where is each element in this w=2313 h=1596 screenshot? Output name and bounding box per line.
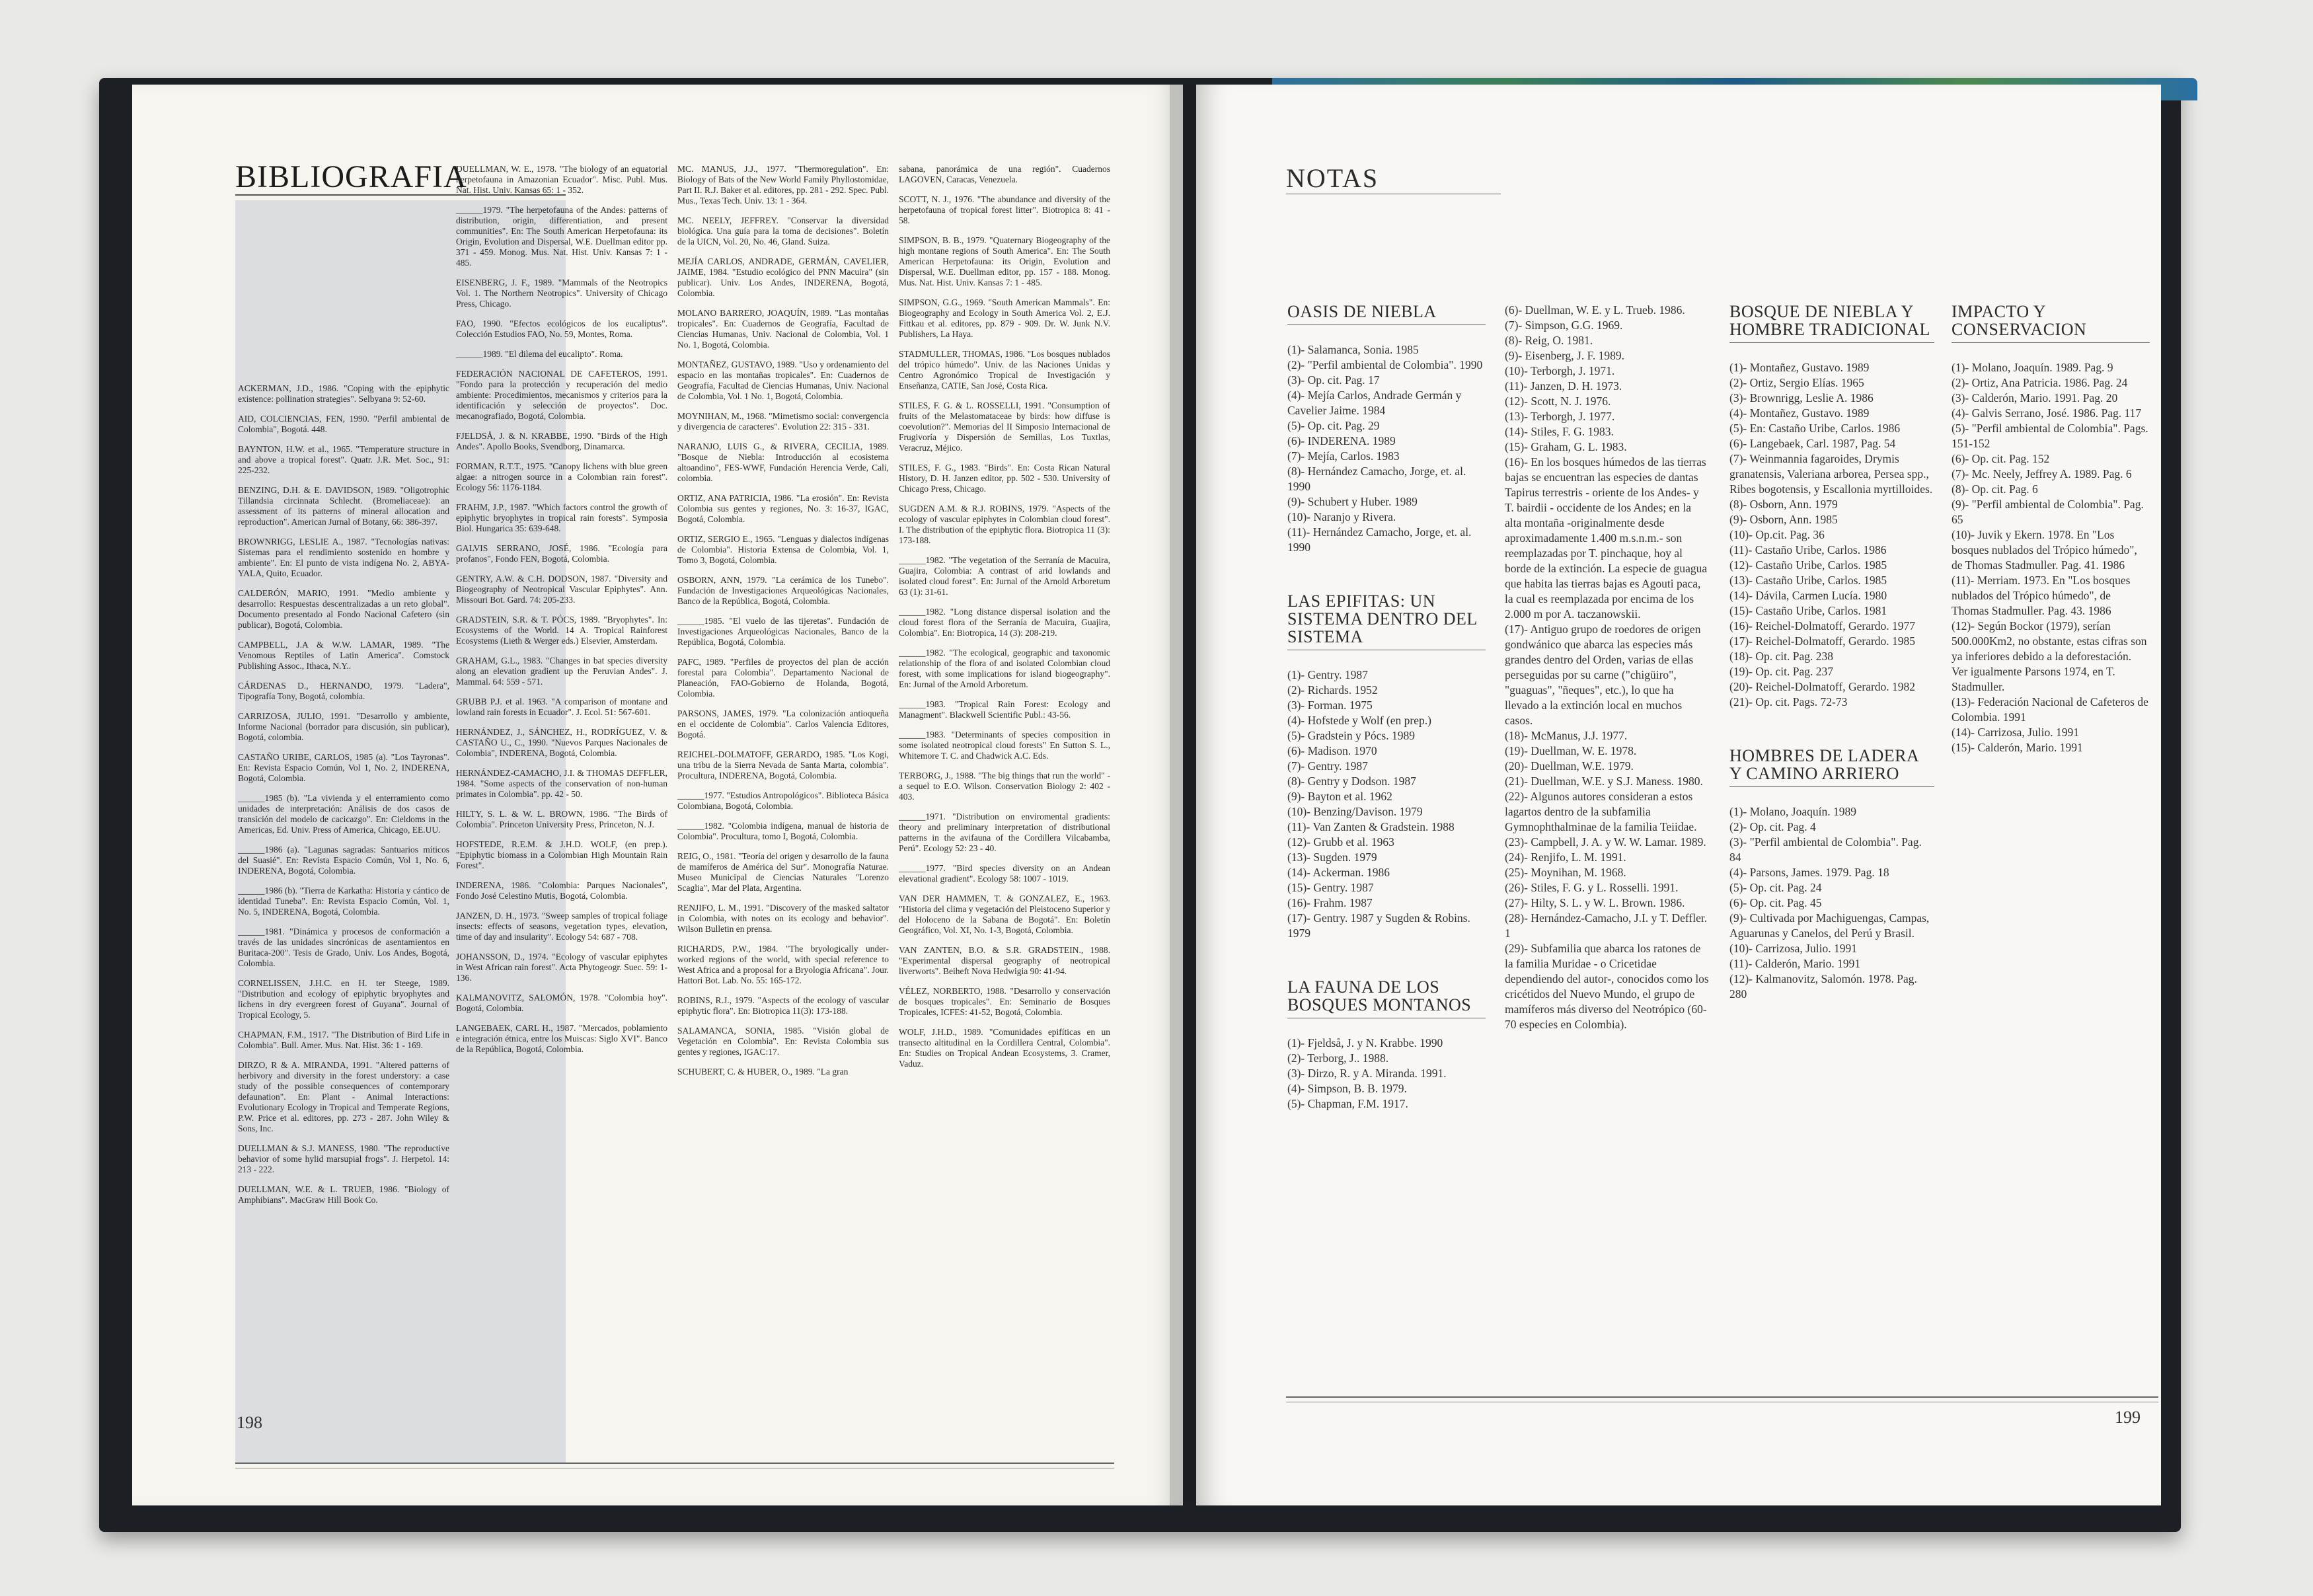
bibliography-entry: ______1982. "Colombia indígena, manual de historia de Colombia". Procultura, tomo I, Bogotá, Colombia.	[677, 821, 889, 841]
section-heading: LA FAUNA DE LOS BOSQUES MONTANOS	[1287, 978, 1486, 1018]
note-item: (20)- Reichel-Dolmatoff, Gerardo. 1982	[1729, 680, 1916, 693]
note-item: (2)- Terborg, J.. 1988.	[1287, 1051, 1389, 1065]
page-number: 199	[2115, 1408, 2141, 1427]
note-item: (17)- Antiguo grupo de roedores de origen gondwánico que abarca las especies más grandes dentro del Orden, varias de ellas perseguidas por su carne ("chigüiro", "guaguas", "ñeques", etc.), lo que ha llevado a la extinción local en muchos casos.	[1505, 623, 1701, 727]
bibliography-entry: STILES, F. G. & L. ROSSELLI, 1991. "Consumption of fruits of the Melastomataceae by birds: how diffuse is coevolution?". Memorias del II Simposio Internacional de Frugivoría y Dispersión de Semillas, Los Tuxtlas, Veracruz, Méjico.	[899, 400, 1110, 453]
note-item: (15)- Castaño Uribe, Carlos. 1981	[1729, 604, 1887, 617]
note-item: (8)- Osborn, Ann. 1979	[1729, 498, 1838, 511]
bibliography-entry: CHAPMAN, F.M., 1917. "The Distribution of Bird Life in Colombia". Bull. Amer. Mus. Nat. Hist. 36: 1 - 169.	[238, 1030, 449, 1050]
bibliography-entry: DIRZO, R & A. MIRANDA, 1991. "Altered patterns of herbivory and diversity in the forest understory: a case study of the possible consequences of contemporary defaunation". En: Plant - Animal Interactions: Evolutionary Ecology in Tropical and Temperate Regions, P.W. Price et al. editores, pp. 273 - 287. John Wiley & Sons, Inc.	[238, 1060, 449, 1133]
bibliography-entry: FRAHM, J.P., 1987. "Which factors control the growth of epiphytic bryophytes in tropical rain forests". Symposia Biol. Hungarica 35: 639-648.	[456, 502, 667, 533]
bibliography-entry: ______1986 (a). "Lagunas sagradas: Santuarios míticos del Suasié". En: Revista Espacio Común, Vol 1, No. 6, INDERENA, Bogotá, Colombia.	[238, 845, 449, 876]
bibliography-entry: CORNELISSEN, J.H.C. en H. ter Steege, 1989. "Distribution and ecology of epiphytic bryophytes and lichens in dry evergreen forest of Guyana". Journal of Tropical Ecology, 5.	[238, 978, 449, 1020]
note-item: (15)- Calderón, Mario. 1991	[1952, 741, 2083, 754]
note-item: (11)- Castaño Uribe, Carlos. 1986	[1729, 543, 1887, 556]
bibliography-entry: ______1982. "The vegetation of the Serranía de Macuira, Guajira, Colombia: A contrast of arid lowlands and isolated cloud forest". En: Jurnal of the Arnold Arboretum 63 (1): 31-61.	[899, 555, 1110, 597]
note-item: (18)- McManus, J.J. 1977.	[1505, 729, 1628, 742]
bibliography-entry: DUELLMAN, W.E. & L. TRUEB, 1986. "Biology of Amphibians". MacGraw Hill Book Co.	[238, 1184, 449, 1205]
note-item: (6)- INDERENA. 1989	[1287, 434, 1396, 447]
bibliography-entry: ROBINS, R.J., 1979. "Aspects of the ecology of vascular epiphytic flora". En: Biotropica 11(3): 173-188.	[677, 995, 889, 1016]
bibliography-entry: STADMULLER, THOMAS, 1986. "Los bosques nublados del trópico húmedo". Univ. de las Naciones Unidas y Centro Agronómico Tropical de Investigación y Enseñanza, CATIE, San José, Costa Rica.	[899, 349, 1110, 391]
note-item: (8)- Hernández Camacho, Jorge, et. al. 1990	[1287, 465, 1466, 493]
note-item: (4)- Mejía Carlos, Andrade Germán y Cavelier Jaime. 1984	[1287, 389, 1462, 417]
note-item: (19)- Op. cit. Pag. 237	[1729, 665, 1833, 678]
bibliography-entry: ______1977. "Bird species diversity on an Andean elevational gradient". Ecology 58: 1007 - 1019.	[899, 863, 1110, 884]
note-item: (4)- Simpson, B. B. 1979.	[1287, 1082, 1407, 1095]
note-item: (3)- Op. cit. Pag. 17	[1287, 373, 1380, 387]
note-item: (11)- Janzen, D. H. 1973.	[1505, 379, 1622, 393]
note-item: (21)- Op. cit. Pags. 72-73	[1729, 695, 1848, 708]
note-item: (9)- Bayton et al. 1962	[1287, 790, 1392, 803]
bibliography-column-3	[677, 164, 889, 1086]
bibliography-entry: BROWNRIGG, LESLIE A., 1987. "Tecnologías nativas: Sistemas para el rendimiento sostenido en hombre y ambiente". En: El punto de vista indígena No. 2, ABYA-YALA, Quito, Ecuador.	[238, 537, 449, 578]
note-item: (3)- Calderón, Mario. 1991. Pag. 20	[1952, 391, 2118, 404]
bibliography-entry: MOYNIHAN, M., 1968. "Mimetismo social: convergencia y divergencia de caracteres". Evolution 22: 315 - 331.	[677, 411, 889, 432]
bibliography-column-2	[456, 164, 667, 1064]
bibliography-entry: ORTIZ, ANA PATRICIA, 1986. "La erosión". En: Revista Colombia sus gentes y regiones, No. 3: 16-37, IGAC, Bogotá, Colombia.	[677, 493, 889, 524]
bibliography-entry: ______1981. "Dinámica y procesos de conformación a través de las unidades sincrónicas de asentamientos en Buritaca-200". Tesis de Grado, Univ. Los Andes, Bogotá, Colombia.	[238, 927, 449, 968]
note-item: (1)- Gentry. 1987	[1287, 668, 1368, 681]
note-item: (5)- En: Castaño Uribe, Carlos. 1986	[1729, 422, 1901, 435]
note-item: (3)- Dirzo, R. y A. Miranda. 1991.	[1287, 1067, 1447, 1080]
left-page	[132, 85, 1183, 1505]
bibliography-entry: AID, COLCIENCIAS, FEN, 1990. "Perfil ambiental de Colombia", Bogotá. 448.	[238, 414, 449, 434]
bibliography-entry: VAN DER HAMMEN, T. & GONZALEZ, E., 1963. "Historia del clima y vegetación del Pleistoceno Superior y del Holoceno de la Sabana de Bogotá". En: Boletín Geográfico, Vol. XI, No. 1-3, Bogotá, Colombia.	[899, 893, 1110, 935]
note-item: (8)- Reig, O. 1981.	[1505, 334, 1593, 347]
bibliography-entry: FJELDSÅ, J. & N. KRABBE, 1990. "Birds of the High Andes". Apollo Books, Svendborg, Dinamarca.	[456, 431, 667, 451]
bibliography-entry: SUGDEN A.M. & R.J. ROBINS, 1979. "Aspects of the ecology of vascular epiphytes in Colombian cloud forest". I. The distribution of the epiphytic flora. Biotropica 11 (3): 173-188.	[899, 504, 1110, 545]
bibliography-entry: ______1985. "El vuelo de las tijeretas". Fundación de Investigaciones Arqueológicas Nacionales, Banco de la República, Bogotá, Colombia.	[677, 616, 889, 647]
bibliography-entry: ACKERMAN, J.D., 1986. "Coping with the epiphytic existence: pollination strategies". Selbyana 9: 52-60.	[238, 383, 449, 404]
bibliography-entry: CASTAÑO URIBE, CARLOS, 1985 (a). "Los Tayronas". En: Revista Espacio Común, Vol 1, No. 2, INDERENA, Bogotá, Colombia.	[238, 752, 449, 783]
bibliography-entry: CÁRDENAS D., HERNANDO, 1979. "Ladera", Tipografía Tony, Bogotá, colombia.	[238, 681, 449, 701]
note-item: (10)- Carrizosa, Julio. 1991	[1729, 942, 1857, 955]
bibliography-entry: CALDERÓN, MARIO, 1991. "Medio ambiente y desarrollo: Respuestas descentralizadas a un reto global". Documento presentado al Fondo Nacional Cafetero (sin publicar), Bogotá, Colombia.	[238, 588, 449, 630]
note-item: (7)- Weinmannia fagaroides, Drymis granatensis, Valeriana arborea, Persea spp., Ribes bogotensis, y Escallonia myrtilloides.	[1729, 452, 1933, 496]
note-item: (10)- Op.cit. Pag. 36	[1729, 528, 1825, 541]
note-item: (27)- Hilty, S. L. y W. L. Brown. 1986.	[1505, 896, 1685, 909]
bottom-rule	[1286, 1396, 2158, 1398]
note-item: (5)- Op. cit. Pag. 24	[1729, 881, 1822, 894]
section-heading: LAS EPIFITAS: UN SISTEMA DENTRO DEL SISTEMA	[1287, 592, 1486, 650]
note-item: (13)- Castaño Uribe, Carlos. 1985	[1729, 574, 1887, 587]
bibliography-entry: ______1986 (b). "Tierra de Karkatha: Historia y cántico de identidad Tuneba". En: Revista Espacio Común, Vol. 1, No. 5, INDERENA, Bogotá, Colombia.	[238, 886, 449, 917]
note-item: (1)- Salamanca, Sonia. 1985	[1287, 343, 1419, 356]
note-item: (9)- "Perfil ambiental de Colombia". Pag. 65	[1952, 498, 2144, 526]
note-item: (4)- Parsons, James. 1979. Pag. 18	[1729, 866, 1889, 879]
note-item: (12)- Grubb et al. 1963	[1287, 835, 1394, 849]
bibliography-entry: HILTY, S. L. & W. L. BROWN, 1986. "The Birds of Colombia". Princeton University Press, Princeton, N. J.	[456, 809, 667, 829]
section-heading: HOMBRES DE LADERA Y CAMINO ARRIERO	[1729, 747, 1934, 787]
note-item: (21)- Duellman, W.E. y S.J. Maness. 1980.	[1505, 775, 1703, 788]
bibliography-entry: HERNÁNDEZ, J., SÁNCHEZ, H., RODRÍGUEZ, V. & CASTAÑO U., C., 1990. "Nuevos Parques Nacionales de Colombia", INDERENA, Bogotá, Colombia.	[456, 727, 667, 758]
note-item: (12)- Castaño Uribe, Carlos. 1985	[1729, 558, 1887, 572]
note-item: (6)- Op. cit. Pag. 152	[1952, 452, 2050, 465]
right-page	[1196, 85, 2161, 1505]
bibliography-entry: ______1979. "The herpetofauna of the Andes: patterns of distribution, origin, differentiation, and present communities". En: The South American Herpetofauna: its Origin, Evolution and Dispersal, W.E. Duellman editor pp. 371 - 459. Monog. Mus. Nat. Hist. Univ. Kansas 7: 1 - 485.	[456, 205, 667, 268]
note-item: (14)- Stiles, F. G. 1983.	[1505, 425, 1614, 438]
bibliography-entry: WOLF, J.H.D., 1989. "Comunidades epifíticas en un transecto altitudinal en la Cordillera Central, Colombia". En: Studies on Tropical Andean Ecosystems, 3. Cramer, Vaduz.	[899, 1027, 1110, 1069]
bibliography-entry: RICHARDS, P.W., 1984. "The bryologically under-worked regions of the world, with special reference to West Africa and a proposal for a Bryologia Africana". Jour. Hattori Bot. Lab. No. 55: 165-172.	[677, 944, 889, 985]
bibliography-entry: DUELLMAN & S.J. MANESS, 1980. "The reproductive behavior of some hylid marsupial frogs". J. Herpetol. 14: 213 - 222.	[238, 1143, 449, 1174]
bibliography-entry: MOLANO BARRERO, JOAQUÍN, 1989. "Las montañas tropicales". En: Cuadernos de Geografía, Facultad de Ciencias Humanas, Univ. Nacional de Colombia, Vol. 1 No. 1, Bogotá, Colombia.	[677, 308, 889, 350]
note-item: (10)- Naranjo y Rivera.	[1287, 510, 1396, 523]
bibliography-entry: FAO, 1990. "Efectos ecológicos de los eucaliptus". Colección Estudios FAO, No. 59, Montes, Roma.	[456, 319, 667, 339]
bibliography-entry: SALAMANCA, SONIA, 1985. "Visión global de Vegetación en Colombia". En: Revista Colombia sus gentes y regiones, IGAC:17.	[677, 1026, 889, 1057]
note-item: (19)- Duellman, W. E. 1978.	[1505, 744, 1637, 757]
bibliography-entry: JANZEN, D. H., 1973. "Sweep samples of tropical foliage insects: effects of seasons, vegetation types, elevation, time of day and insularity". Ecology 54: 687 - 708.	[456, 911, 667, 942]
note-item: (8)- Op. cit. Pag. 6	[1952, 482, 2038, 496]
notes-column-1	[1287, 303, 1486, 1112]
note-item: (14)- Ackerman. 1986	[1287, 866, 1390, 879]
note-item: (3)- "Perfil ambiental de Colombia". Pag. 84	[1729, 835, 1922, 864]
note-item: (11)- Merriam. 1973. En "Los bosques nublados del Trópico húmedo", de Thomas Stadmuller. Pag. 43. 1986	[1952, 574, 2131, 617]
note-item: (8)- Gentry y Dodson. 1987	[1287, 775, 1416, 788]
bibliography-entry: FORMAN, R.T.T., 1975. "Canopy lichens with blue green algae: a nitrogen source in a Colombian rain forest". Ecology 56: 1176-1184.	[456, 461, 667, 492]
section-heading: IMPACTO Y CONSERVACION	[1952, 303, 2150, 343]
note-item: (15)- Graham, G. L. 1983.	[1505, 440, 1627, 453]
bibliography-entry: EISENBERG, J. F., 1989. "Mammals of the Neotropics Vol. 1. The Northern Neotropics". University of Chicago Press, Chicago.	[456, 278, 667, 309]
bibliography-column-1	[238, 383, 449, 1215]
note-item: (2)- Op. cit. Pag. 4	[1729, 820, 1816, 833]
bibliography-entry: FEDERACIÓN NACIONAL DE CAFETEROS, 1991. "Fondo para la protección y recuperación del medio ambiente: Procedimientos, mecanismos y criterios para la identificación y selección de proyectos". Doc. mecanografiado, Bogotá, Colombia.	[456, 369, 667, 421]
note-item: (2)- Richards. 1952	[1287, 683, 1378, 697]
bibliography-entry: ______1983. "Tropical Rain Forest: Ecology and Managment". Blackwell Scientific Publ.: 43-56.	[899, 699, 1110, 720]
section-gap	[1287, 941, 1486, 978]
bibliography-entry: ORTIZ, SERGIO E., 1965. "Lenguas y dialectos indígenas de Colombia". Historia Extensa de Colombia, Vol. 1, Tomo 3, Bogotá, Colombia.	[677, 534, 889, 565]
note-item: (12)- Kalmanovitz, Salomón. 1978. Pag. 280	[1729, 972, 1917, 1001]
note-item: (13)- Sugden. 1979	[1287, 851, 1377, 864]
note-item: (13)- Terborgh, J. 1977.	[1505, 410, 1615, 423]
note-item: (14)- Carrizosa, Julio. 1991	[1952, 726, 2079, 739]
section-heading: BOSQUE DE NIEBLA Y HOMBRE TRADICIONAL	[1729, 303, 1934, 343]
note-item: (26)- Stiles, F. G. y L. Rosselli. 1991.	[1505, 881, 1679, 894]
note-item: (6)- Madison. 1970	[1287, 744, 1377, 757]
bibliography-entry: CARRIZOSA, JULIO, 1991. "Desarrollo y ambiente, Informe Nacional (borrador para discusión, sin publicar), Bogotá, colombia.	[238, 711, 449, 742]
note-item: (11)- Calderón, Mario. 1991	[1729, 957, 1861, 970]
bibliography-entry: MONTAÑEZ, GUSTAVO, 1989. "Uso y ordenamiento del espacio en las montañas tropicales". En: Cuadernos de Geografía, Facultad de Ciencias Humanas, Univ. Nacional de Colombia, Vol. 1 No. 1, Bogotá, Colombia.	[677, 360, 889, 401]
note-item: (6)- Op. cit. Pag. 45	[1729, 896, 1822, 909]
bibliography-entry: REIG, O., 1981. "Teoría del origen y desarrollo de la fauna de mamíferos de América del Sur". Monografía Naturae. Museo Municipal de Ciencias Naturales "Lorenzo Scaglia", Mar del Plata, Argentina.	[677, 851, 889, 893]
bibliography-entry: INDERENA, 1986. "Colombia: Parques Nacionales", Fondo José Celestino Mutis, Bogotá, Colombia.	[456, 880, 667, 901]
note-item: (5)- Gradstein y Pócs. 1989	[1287, 729, 1415, 742]
bibliography-entry: ______1982. "The ecological, geographic and taxonomic relationship of the flora of and isolated Colombian cloud forest, with some implications for island biogeography". En: Jurnal of the Arnold Arboretum.	[899, 648, 1110, 689]
bibliography-entry: RENJIFO, L. M., 1991. "Discovery of the masked saltator in Colombia, with notes on its ecology and behavior". Wilson Bulletin en prensa.	[677, 903, 889, 934]
note-item: (25)- Moynihan, M. 1968.	[1505, 866, 1626, 879]
section-heading: OASIS DE NIEBLA	[1287, 303, 1486, 325]
bibliography-entry: ______1989. "El dilema del eucalipto". Roma.	[456, 349, 623, 359]
bibliography-entry: MEJÍA CARLOS, ANDRADE, GERMÁN, CAVELIER, JAIME, 1984. "Estudio ecológico del PNN Macuira" (sin publicar). Univ. Los Andes, INDERENA, Bogotá, Colombia.	[677, 256, 889, 298]
bibliography-entry: KALMANOVITZ, SALOMÓN, 1978. "Colombia hoy". Bogotá, Colombia.	[456, 993, 667, 1013]
note-item: (4)- Galvis Serrano, José. 1986. Pag. 117	[1952, 406, 2142, 420]
bibliography-entry: PAFC, 1989. "Perfiles de proyectos del plan de acción forestal para Colombia". Departamento Nacional de Planeación, FAO-Gobierno de Holanda, Bogotá, Colombia.	[677, 657, 889, 699]
bibliography-entry: VÉLEZ, NORBERTO, 1988. "Desarrollo y conservación de bosques tropicales". En: Seminario de Bosques Tropicales, ICFES: 41-52, Bogotá, Colombia.	[899, 986, 1110, 1017]
note-item: (10)- Terborgh, J. 1971.	[1505, 364, 1615, 377]
note-item: (23)- Campbell, J. A. y W. W. Lamar. 1989.	[1505, 835, 1706, 849]
note-item: (15)- Gentry. 1987	[1287, 881, 1374, 894]
note-item: (2)- "Perfil ambiental de Colombia". 1990	[1287, 358, 1483, 371]
note-item: (28)- Hernández-Camacho, J.I. y T. Deffler. 1	[1505, 911, 1708, 940]
bibliography-entry: sabana, panorámica de una región". Cuadernos LAGOVEN, Caracas, Venezuela.	[899, 164, 1110, 184]
bibliography-entry: CAMPBELL, J.A & W.W. LAMAR, 1989. "The Venomous Reptiles of Latin America". Comstock Publishing Assoc., Ithaca, N.Y..	[238, 640, 449, 671]
note-item: (3)- Forman. 1975	[1287, 699, 1373, 712]
bibliography-entry: GRADSTEIN, S.R. & T. PÓCS, 1989. "Bryophytes". In: Ecosystems of the World. 14 A. Tropical Rainforest Ecosystems (Lieth & Werger eds.) Elsevier, Amsterdam.	[456, 615, 667, 646]
note-item: (2)- Ortiz, Ana Patricia. 1986. Pag. 24	[1952, 376, 2128, 389]
note-item: (20)- Duellman, W.E. 1979.	[1505, 759, 1634, 773]
note-item: (5)- "Perfil ambiental de Colombia". Pags. 151-152	[1952, 422, 2148, 450]
note-item: (9)- Cultivada por Machiguengas, Campas, Aguarunas y Canelos, del Perú y Brasil.	[1729, 911, 1930, 940]
note-item: (4)- Hofstede y Wolf (en prep.)	[1287, 714, 1431, 727]
bibliography-entry: GRUBB P.J. et al. 1963. "A comparison of montane and lowland rain forests in Ecuador". J. Ecol. 51: 567-601.	[456, 697, 667, 717]
bibliography-entry: ______1985 (b). "La vivienda y el enterramiento como unidades de interpretación: Análisis de dos casos de transición del modelo de cacicazgo". En: Cieldoms in the Americas, Ed. Univ. Press of America, Chicago, EE.UU.	[238, 793, 449, 835]
note-item: (5)- Chapman, F.M. 1917.	[1287, 1097, 1408, 1110]
note-item: (16)- Frahm. 1987	[1287, 896, 1373, 909]
bibliography-entry: ______1982. "Long distance dispersal isolation and the cloud forest flora of the Serranía de Macuira, Guajira, Colombia". En: Biotropica, 14 (3): 208-219.	[899, 607, 1110, 638]
notes-title: NOTAS	[1286, 163, 1379, 193]
note-item: (11)- Van Zanten & Gradstein. 1988	[1287, 820, 1455, 833]
note-item: (6)- Duellman, W. E. y L. Trueb. 1986.	[1505, 303, 1685, 317]
note-item: (1)- Molano, Joaquín. 1989	[1729, 805, 1856, 818]
bibliography-entry: PARSONS, JAMES, 1979. "La colonización antioqueña en el occidente de Colombia". Carlos Valencia Editores, Bogotá.	[677, 708, 889, 740]
note-item: (18)- Op. cit. Pag. 238	[1729, 650, 1833, 663]
bibliography-entry: OSBORN, ANN, 1979. "La cerámica de los Tunebo". Fundación de Investigaciones Arqueológicas Nacionales, Banco de la República, Bogotá, Colombia.	[677, 575, 889, 606]
bibliography-entry: SCHUBERT, C. & HUBER, O., 1989. "La gran	[677, 1067, 849, 1077]
note-item: (5)- Op. cit. Pag. 29	[1287, 419, 1380, 432]
bibliography-entry: STILES, F. G., 1983. "Birds". En: Costa Rican Natural History, D. H. Janzen editor, pp. 502 - 530. University of Chicago Press, Chicago.	[899, 463, 1110, 494]
note-item: (7)- Gentry. 1987	[1287, 759, 1368, 773]
note-item: (1)- Montañez, Gustavo. 1989	[1729, 361, 1870, 374]
bibliography-entry: VAN ZANTEN, B.O. & S.R. GRADSTEIN., 1988. "Experimental dispersal geography of neotropical liverworts". Beiheft Nova Hedwigia 90: 41-94.	[899, 945, 1110, 976]
note-item: (3)- Brownrigg, Leslie A. 1986	[1729, 391, 1874, 404]
bibliography-entry: NARANJO, LUIS G., & RIVERA, CECILIA, 1989. "Bosque de Niebla: Introducción al ecosistema altoandino", FES-WWF, Fundación Herencia Verde, Cali, colombia.	[677, 441, 889, 483]
bibliography-entry: GALVIS SERRANO, JOSÉ, 1986. "Ecología para profanos", Fondo FEN, Bogotá, Colombia.	[456, 543, 667, 564]
bibliography-entry: BAYNTON, H.W. et al., 1965. "Temperature structure in and above a tropical forest". Quatr. J.R. Met. Soc., 91: 225-232.	[238, 444, 449, 475]
bibliography-entry: LANGEBAEK, CARL H., 1987. "Mercados, poblamiento e integración étnica, entre los Muiscas: Siglo XVI". Banco de la República, Bogotá, Colombia.	[456, 1023, 667, 1054]
bibliography-column-4	[899, 164, 1110, 1079]
bottom-rule	[235, 1463, 1114, 1464]
bibliography-entry: HERNÁNDEZ-CAMACHO, J.I. & THOMAS DEFFLER, 1984. "Some aspects of the conservation of non-human primates in Colombia". pp. 42 - 50.	[456, 768, 667, 799]
bibliography-title: BIBLIOGRAFIA	[235, 159, 467, 194]
note-item: (11)- Hernández Camacho, Jorge, et. al. 1990	[1287, 525, 1472, 554]
note-item: (7)- Mc. Neely, Jeffrey A. 1989. Pag. 6	[1952, 467, 2132, 480]
note-item: (17)- Gentry. 1987 y Sugden & Robins. 1979	[1287, 911, 1470, 940]
note-item: (12)- Según Bockor (1979), serían 500.000Km2, no obstante, estas cifras son ya inferiores debido a la deforestación. Ver igualmente Parsons 1974, en T. Stadmuller.	[1952, 619, 2147, 693]
note-item: (29)- Subfamilia que abarca los ratones de la familia Muridae - o Cricetidae dependiendo del autor-, conocidos como los cricétidos del Nuevo Mundo, el grupo de mamíferos más diverso del Neotrópico (60-70 especies en Colombia).	[1505, 942, 1709, 1031]
note-item: (9)- Eisenberg, J. F. 1989.	[1505, 349, 1625, 362]
note-item: (1)- Molano, Joaquín. 1989. Pag. 9	[1952, 361, 2113, 374]
bibliography-entry: HOFSTEDE, R.E.M. & J.H.D. WOLF, (en prep.). "Epiphytic biomass in a Colombian High Mountain Rain Forest".	[456, 839, 667, 870]
bibliography-entry: SIMPSON, G.G., 1969. "South American Mammals". En: Biogeography and Ecology in South America Vol. 2, E.J. Fittkau et al. editores, pp. 879 - 909. Dr. W. Junk N.V. Publishers, La Haya.	[899, 297, 1110, 339]
page-number: 198	[237, 1413, 262, 1432]
note-item: (4)- Montañez, Gustavo. 1989	[1729, 406, 1870, 420]
bibliography-entry: JOHANSSON, D., 1974. "Ecology of vascular epiphytes in West African rain forest". Acta Phytogeogr. Suec. 59: 1-136.	[456, 952, 667, 983]
note-item: (1)- Fjeldså, J. y N. Krabbe. 1990	[1287, 1036, 1443, 1049]
note-item: (22)- Algunos autores consideran a estos lagartos dentro de la subfamilia Gymnophthalminae de la familia Teiidae.	[1505, 790, 1697, 833]
bibliography-entry: BENZING, D.H. & E. DAVIDSON, 1989. "Oligotrophic Tillandsia circinnata Schlecht. (Bromeliaceae): an assessment of its patterns of mineral allocation and reproduction". American Jurnal of Botany, 66: 386-397.	[238, 485, 449, 527]
note-item: (10)- Juvik y Ekern. 1978. En "Los bosques nublados del Trópico húmedo", de Thomas Stadmuller. Pag. 41. 1986	[1952, 528, 2137, 572]
note-item: (7)- Mejía, Carlos. 1983	[1287, 449, 1400, 463]
bibliography-entry: REICHEL-DOLMATOFF, GERARDO, 1985. "Los Kogi, una tribu de la Sierra Nevada de Santa Marta, colombia". Procultura, INDERENA, Bogotá, Colombia.	[677, 749, 889, 780]
bibliography-entry: GRAHAM, G.L., 1983. "Changes in bat species diversity along an elevation gradient up the Peruvian Andes". J. Mammal. 64: 559 - 571.	[456, 656, 667, 687]
note-item: (14)- Dávila, Carmen Lucía. 1980	[1729, 589, 1887, 602]
bibliography-entry: ______1977. "Estudios Antropológicos". Biblioteca Básica Colombiana, Bogotá, Colombia.	[677, 790, 889, 811]
section-gap	[1729, 710, 1934, 747]
bibliography-entry: MC. NEELY, JEFFREY. "Conservar la diversidad biológica. Una guía para la toma de decisiones". Boletín de la UICN, Vol. 20, No. 46, Gland. Suiza.	[677, 215, 889, 247]
note-item: (7)- Simpson, G.G. 1969.	[1505, 319, 1623, 332]
note-item: (12)- Scott, N. J. 1976.	[1505, 395, 1611, 408]
bibliography-entry: DUELLMAN, W. E., 1978. "The biology of an equatorial herpetofauna in Amazonian Ecuador". Misc. Publ. Mus. Nat. Hist. Univ. Kansas 65: 1 - 352.	[456, 164, 667, 195]
note-item: (13)- Federación Nacional de Cafeteros de Colombia. 1991	[1952, 695, 2148, 724]
note-item: (10)- Benzing/Davison. 1979	[1287, 805, 1423, 818]
bibliography-entry: SCOTT, N. J., 1976. "The abundance and diversity of the herpetofauna of tropical forest litter". Biotropica 8: 41 - 58.	[899, 194, 1110, 225]
note-item: (24)- Renjifo, L. M. 1991.	[1505, 851, 1626, 864]
section-gap	[1287, 555, 1486, 592]
note-item: (16)- En los bosques húmedos de las tierras bajas se encuentran las especies de dantas Tapirus terrestris - oriente de los Andes- y T. bairdii - occidente de los Andes; en la alta montaña -originalmente desde aproximadamente 1.400 m.s.n.m.- son reemplazadas por T. pinchaque, hoy al borde de la extinción. La especie de guagua que habita las tierras bajas es Agouti paca, la cual es reemplazada por encima de los 2.000 m por A. taczanowskii.	[1505, 455, 1708, 621]
bibliography-entry: SIMPSON, B. B., 1979. "Quaternary Biogeography of the high montane regions of South America". En: The South American Herpetofauna: its Origin, Evolution and Dispersal, W.E. Duellman editor, pp. 157 - 188. Monog. Mus. Nat. Hist. Univ. Kansas 7: 1 - 485.	[899, 235, 1110, 287]
note-item: (6)- Langebaek, Carl. 1987, Pag. 54	[1729, 437, 1896, 450]
bibliography-entry: TERBORG, J., 1988. "The big things that run the world" - a sequel to E.O. Wilson. Conservation Biology 2: 402 - 403.	[899, 771, 1110, 802]
notes-column-3	[1729, 303, 1934, 1002]
notes-column-2	[1505, 303, 1710, 1032]
bibliography-entry: GENTRY, A.W. & C.H. DODSON, 1987. "Diversity and Biogeography of Neotropical Vascular Epiphytes". Ann. Missouri Bot. Gard. 74: 205-233.	[456, 574, 667, 605]
note-item: (16)- Reichel-Dolmatoff, Gerardo. 1977	[1729, 619, 1916, 632]
bibliography-entry: ______1983. "Determinants of species composition in some isolated neotropical cloud forests" En Sutton S. L., Whitemore T. C. and Chadwick A.C. Eds.	[899, 730, 1110, 761]
notes-column-4	[1952, 303, 2150, 755]
note-item: (9)- Osborn, Ann. 1985	[1729, 513, 1838, 526]
note-item: (9)- Schubert y Huber. 1989	[1287, 495, 1418, 508]
bibliography-entry: MC. MANUS, J.J., 1977. "Thermoregulation". En: Biology of Bats of the New World Family Phyllostomidae, Part II. R.J. Baker et al. editores, pp. 281 - 292. Spec. Publ. Mus., Texas Tech. Univ. 13: 1 - 364.	[677, 164, 889, 206]
note-item: (17)- Reichel-Dolmatoff, Gerardo. 1985	[1729, 634, 1916, 648]
note-item: (2)- Ortiz, Sergio Elías. 1965	[1729, 376, 1864, 389]
bibliography-entry: ______1971. "Distribution on enviromental gradients: theory and preliminary interpretation of distributional patterns in the avifauna of the Cordillera Vilcabamba, Perú". Ecology 52: 23 - 40.	[899, 812, 1110, 853]
